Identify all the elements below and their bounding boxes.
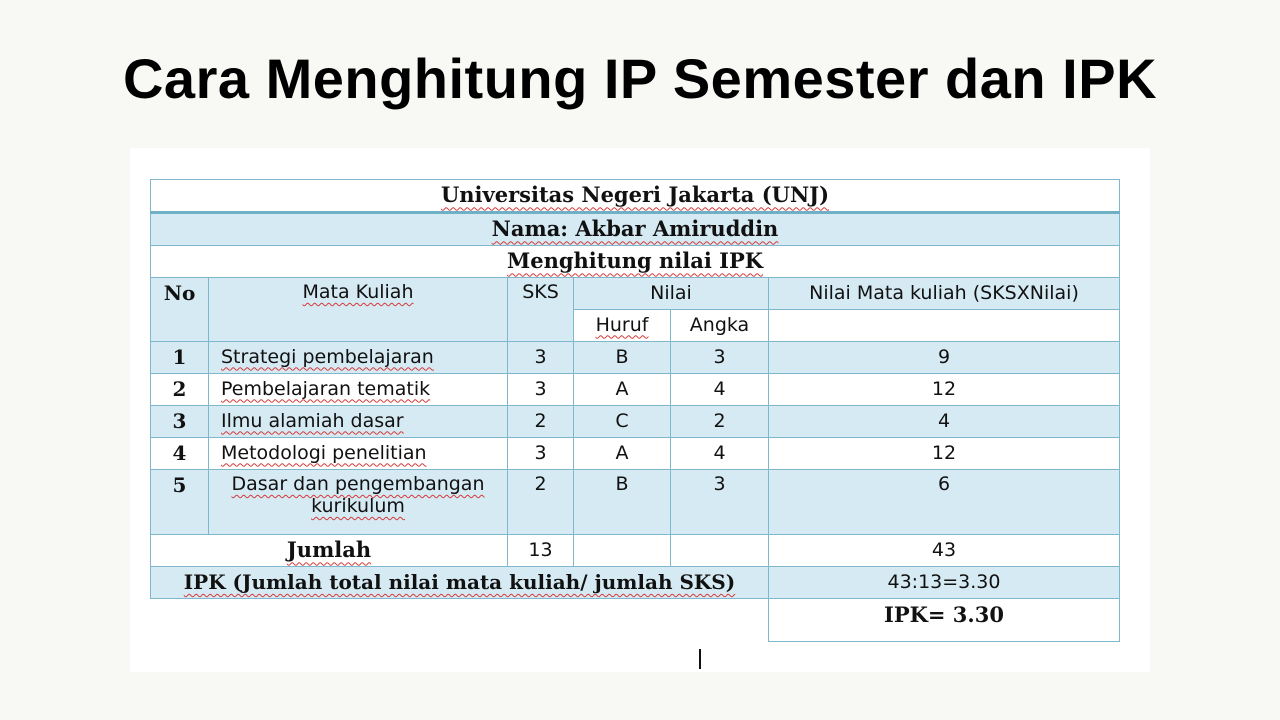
row-huruf: C — [574, 406, 671, 438]
row-sks: 2 — [508, 406, 574, 438]
sum-label: Jumlah — [151, 535, 508, 567]
row-course: Strategi pembelajaran — [209, 342, 508, 374]
header-row — [151, 278, 1120, 310]
student-name: Nama: Akbar Amiruddin — [151, 213, 1120, 246]
row-total: 12 — [769, 374, 1120, 406]
ipk-formula-label: IPK (Jumlah total nilai mata kuliah/ jumlah SKS) — [151, 567, 769, 599]
header-total: Nilai Mata kuliah (SKSXNilai) — [769, 278, 1120, 310]
university-row — [151, 180, 1120, 213]
row-total: 12 — [769, 438, 1120, 470]
sum-row — [151, 535, 1120, 567]
table-row — [151, 438, 1120, 470]
header-nilai: Nilai — [574, 278, 769, 310]
student-name-row — [151, 213, 1120, 246]
row-course: Ilmu alamiah dasar — [209, 406, 508, 438]
table-row — [151, 342, 1120, 374]
ipk-result: IPK= 3.30 — [769, 599, 1120, 642]
page-title: Cara Menghitung IP Semester dan IPK — [122, 47, 1158, 110]
row-huruf: A — [574, 374, 671, 406]
row-angka: 3 — [671, 342, 769, 374]
header-course: Mata Kuliah — [209, 278, 508, 342]
ipk-table — [150, 179, 1120, 642]
row-no: 1 — [151, 342, 209, 374]
subtitle-row — [151, 246, 1120, 278]
sum-huruf-blank — [574, 535, 671, 567]
sum-total: 43 — [769, 535, 1120, 567]
row-huruf: A — [574, 438, 671, 470]
row-course: Pembelajaran tematik — [209, 374, 508, 406]
row-sks: 3 — [508, 438, 574, 470]
header-angka: Angka — [671, 310, 769, 342]
row-sks: 2 — [508, 470, 574, 535]
row-course: Metodologi penelitian — [209, 438, 508, 470]
university-name: Universitas Negeri Jakarta (UNJ) — [151, 180, 1120, 213]
header-huruf: Huruf — [574, 310, 671, 342]
row-huruf: B — [574, 470, 671, 535]
row-sks: 3 — [508, 342, 574, 374]
row-angka: 4 — [671, 438, 769, 470]
ipk-result-row — [151, 599, 1120, 642]
table-row — [151, 374, 1120, 406]
table-subtitle: Menghitung nilai IPK — [151, 246, 1120, 278]
table-row — [151, 470, 1120, 535]
row-angka: 3 — [671, 470, 769, 535]
header-sks: SKS — [508, 278, 574, 342]
row-total: 6 — [769, 470, 1120, 535]
ipk-calculation: 43:13=3.30 — [769, 567, 1120, 599]
sum-angka-blank — [671, 535, 769, 567]
row-angka: 2 — [671, 406, 769, 438]
row-sks: 3 — [508, 374, 574, 406]
row-course: Dasar dan pengembangan kurikulum — [209, 470, 508, 535]
header-total-blank — [769, 310, 1120, 342]
row-total: 9 — [769, 342, 1120, 374]
ipk-formula-row — [151, 567, 1120, 599]
row-no: 4 — [151, 438, 209, 470]
row-no: 5 — [151, 470, 209, 535]
table-row — [151, 406, 1120, 438]
row-total: 4 — [769, 406, 1120, 438]
text-cursor — [699, 649, 701, 669]
row-angka: 4 — [671, 374, 769, 406]
row-no: 3 — [151, 406, 209, 438]
header-no: No — [151, 278, 209, 342]
row-no: 2 — [151, 374, 209, 406]
ipk-result-spacer — [151, 599, 769, 642]
sum-sks: 13 — [508, 535, 574, 567]
row-huruf: B — [574, 342, 671, 374]
